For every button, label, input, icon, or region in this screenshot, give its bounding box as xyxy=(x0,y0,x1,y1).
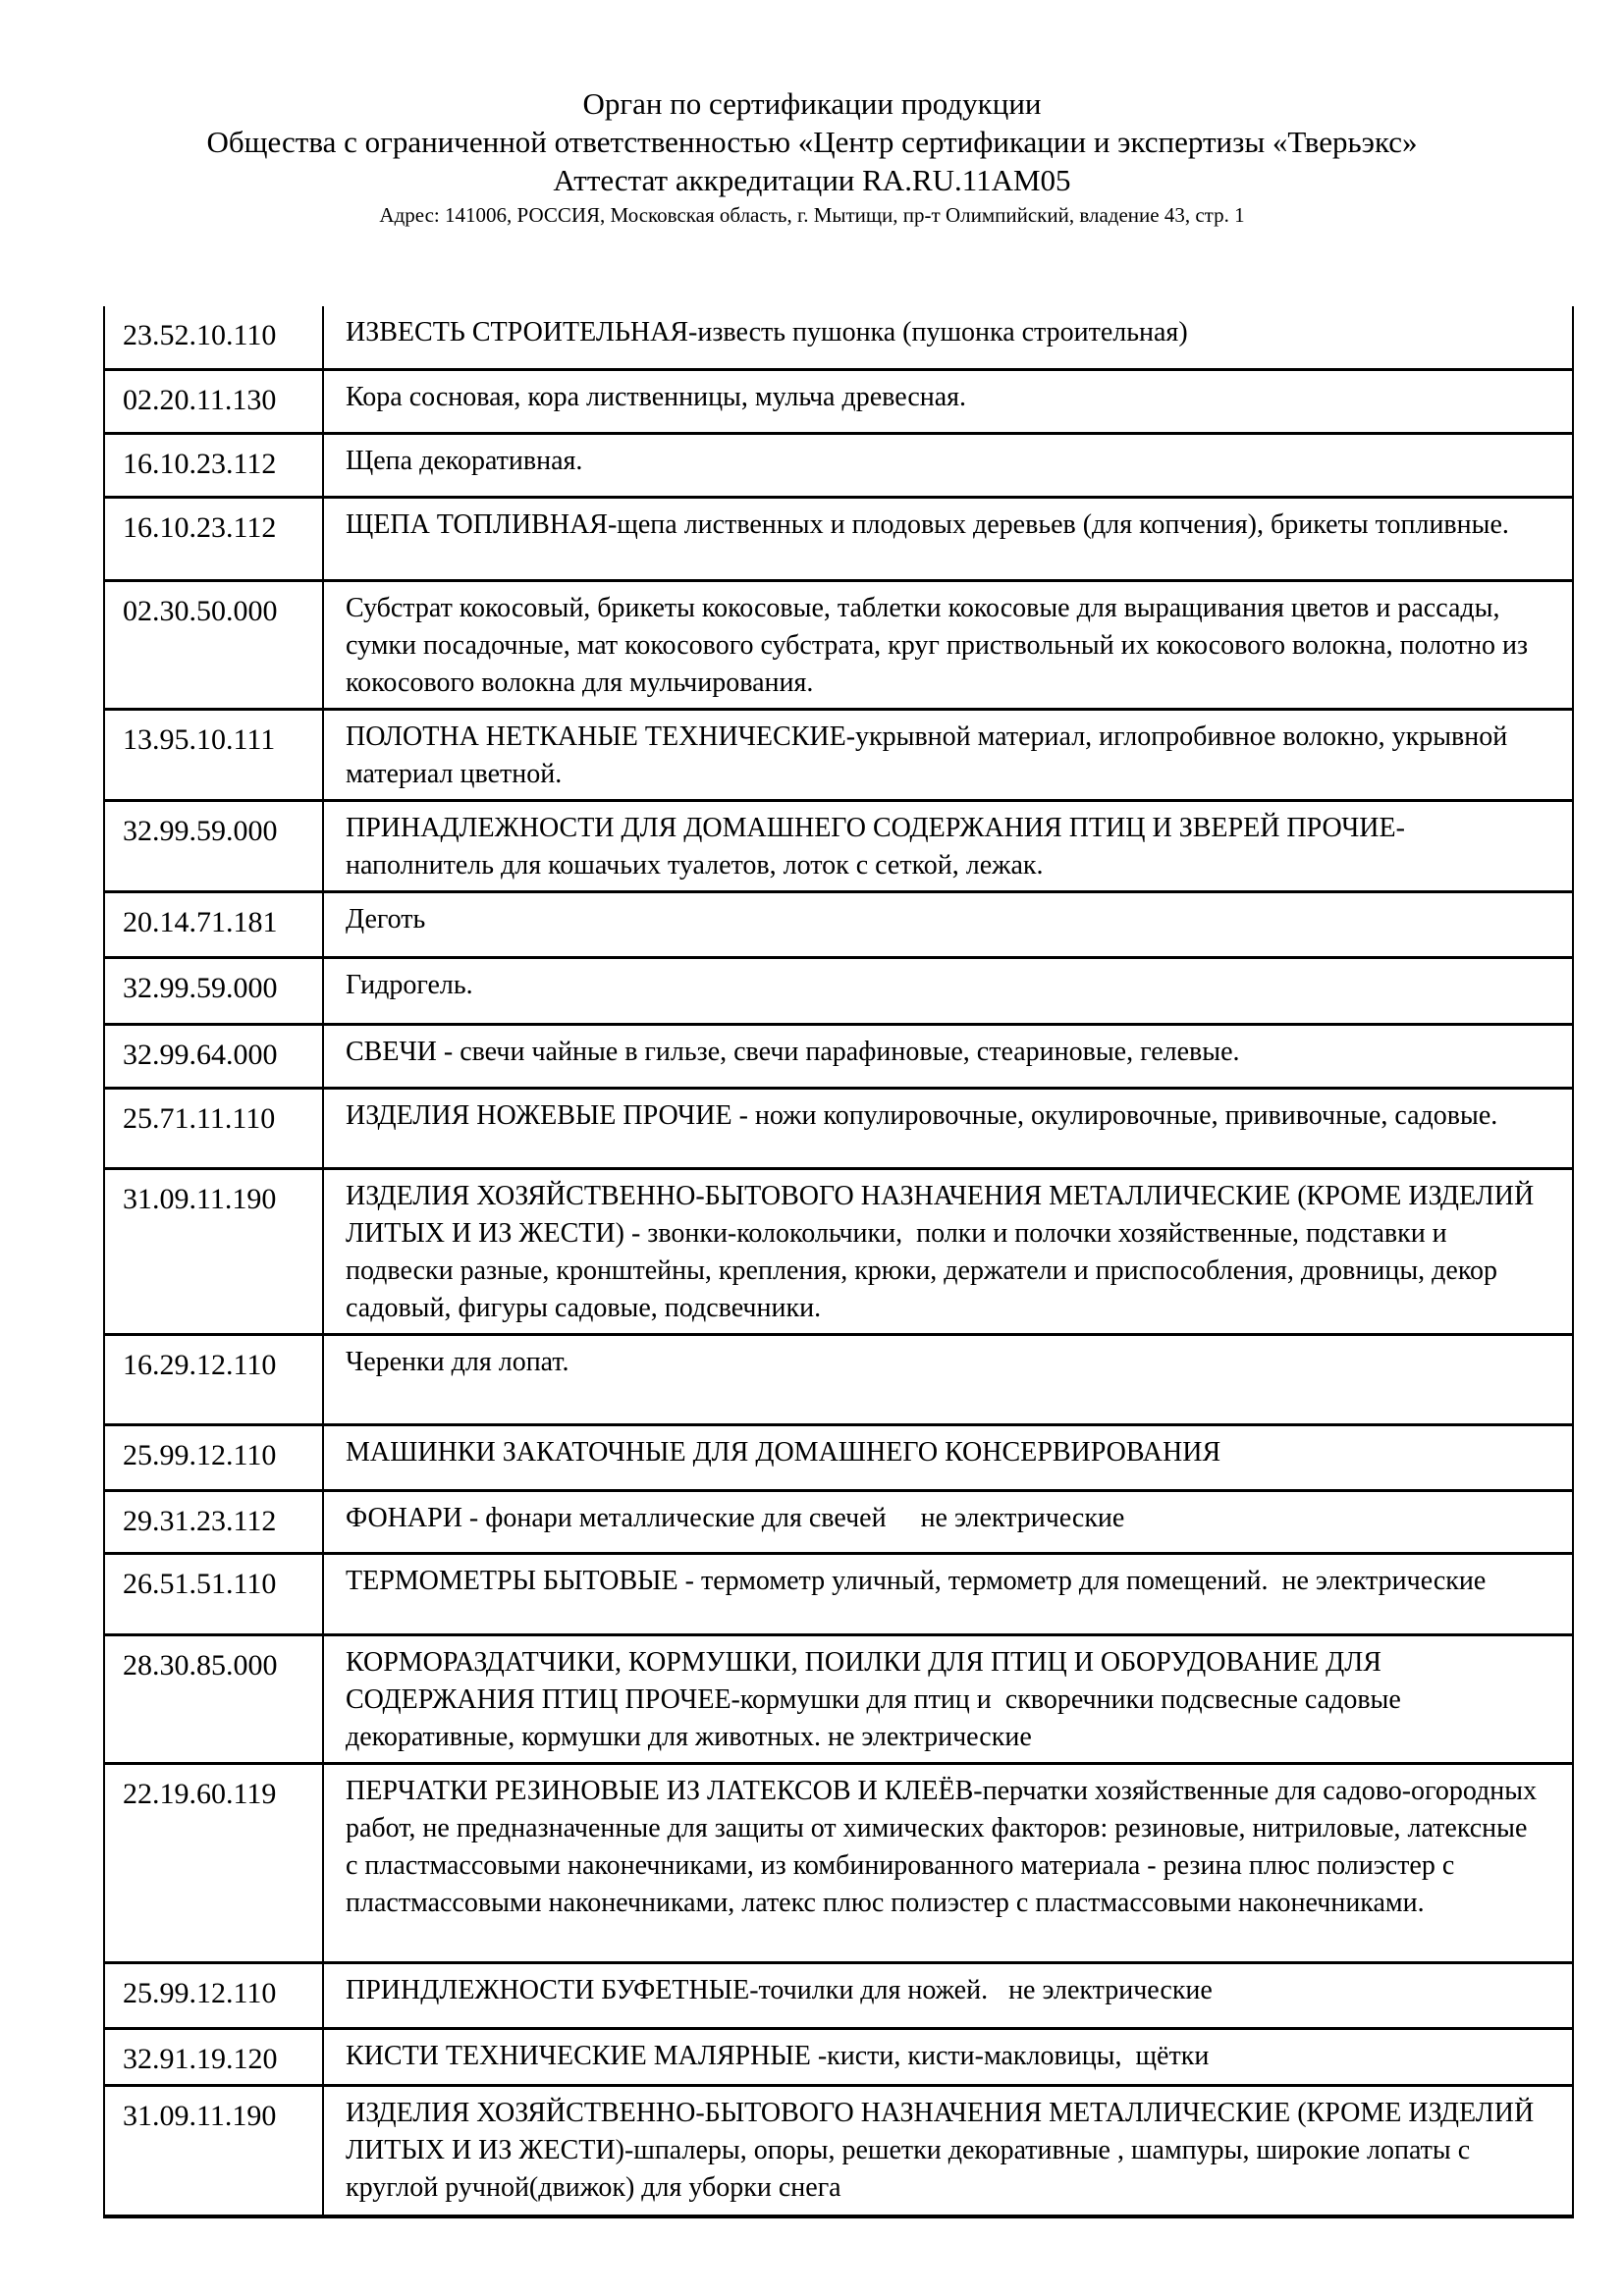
product-code-cell: 26.51.51.110 xyxy=(105,1555,324,1633)
product-code-cell: 32.99.59.000 xyxy=(105,959,324,1023)
product-description-cell: Черенки для лопат. xyxy=(346,1347,569,1377)
product-description-cell: Деготь xyxy=(346,904,426,934)
product-code-cell: 25.99.12.110 xyxy=(105,1964,324,2027)
product-description-cell: КИСТИ ТЕХНИЧЕСКИЕ МАЛЯРНЫЕ -кисти, кисти-макловицы, щётки xyxy=(346,2041,1210,2071)
product-code-cell: 23.52.10.110 xyxy=(105,306,324,368)
table-row xyxy=(105,1426,1572,1492)
product-code-cell: 32.99.64.000 xyxy=(105,1026,324,1087)
document-header xyxy=(0,84,1624,229)
product-description-cell: ПОЛОТНА НЕТКАНЫЕ ТЕХНИЧЕСКИЕ-укрывной материал, иглопробивное волокно, укрывной материал цветной. xyxy=(346,721,1515,789)
table-row xyxy=(105,435,1572,499)
table-row xyxy=(105,959,1572,1026)
product-code-cell: 13.95.10.111 xyxy=(105,711,324,799)
table-row xyxy=(105,802,1572,893)
product-code-cell: 25.99.12.110 xyxy=(105,1426,324,1489)
table-row xyxy=(105,1090,1572,1170)
product-code-cell: 31.09.11.190 xyxy=(105,2087,324,2215)
table-row xyxy=(105,1964,1572,2030)
product-description-cell: ФОНАРИ - фонари металлические для свечей не электрические xyxy=(346,1503,1125,1533)
product-code-cell: 32.99.59.000 xyxy=(105,802,324,890)
product-code-cell: 20.14.71.181 xyxy=(105,893,324,956)
table-row xyxy=(105,2030,1572,2087)
address-line: Адрес: 141006, РОССИЯ, Московская область, г. Мытищи, пр-т Олимпийский, владение 43, стр. 1 xyxy=(379,203,1245,227)
products-table xyxy=(103,306,1574,2218)
table-row xyxy=(105,1336,1572,1426)
table-row xyxy=(105,499,1572,582)
product-description-cell: ИЗДЕЛИЯ НОЖЕВЫЕ ПРОЧИЕ - ножи копулировочные, окулировочные, прививочные, садовые. xyxy=(346,1100,1498,1131)
table-row xyxy=(105,1026,1572,1090)
product-description-cell: Щепа декоративная. xyxy=(346,446,583,476)
table-row xyxy=(105,1170,1572,1336)
table-row xyxy=(105,1765,1572,1964)
accreditation-line: Аттестат аккредитации RA.RU.11АМ05 xyxy=(553,163,1071,197)
product-code-cell: 25.71.11.110 xyxy=(105,1090,324,1167)
table-row xyxy=(105,2087,1572,2215)
product-description-cell: ИЗВЕСТЬ СТРОИТЕЛЬНАЯ-известь пушонка (пушонка строительная) xyxy=(346,317,1188,347)
product-description-cell: ПЕРЧАТКИ РЕЗИНОВЫЕ ИЗ ЛАТЕКСОВ И КЛЕЁВ-перчатки хозяйственные для садово-огородных работ, не предназначенные для защиты от химических факторов: резиновые, нитриловые, латексные с пластмассовыми наконечниками, из комбинированного материала - резина плюс полиэстер с пластмассовыми наконечниками, латекс плюс полиэстер с пластмассовыми наконечниками. xyxy=(346,1776,1544,1918)
product-description-cell: Субстрат кокосовый, брикеты кокосовые, таблетки кокосовые для выращивания цветов и рассады, сумки посадочные, мат кокосового субстрата, круг приствольный их кокосового волокна, полотно из кокосового волокна для мульчирования. xyxy=(346,593,1536,698)
table-row xyxy=(105,893,1572,959)
table-row xyxy=(105,306,1572,371)
product-code-cell: 02.30.50.000 xyxy=(105,582,324,708)
product-description-cell: ПРИНДЛЕЖНОСТИ БУФЕТНЫЕ-точилки для ножей. не электрические xyxy=(346,1975,1213,2005)
product-description-cell: МАШИНКИ ЗАКАТОЧНЫЕ ДЛЯ ДОМАШНЕГО КОНСЕРВИРОВАНИЯ xyxy=(346,1437,1221,1468)
product-code-cell: 31.09.11.190 xyxy=(105,1170,324,1333)
product-description-cell: ИЗДЕЛИЯ ХОЗЯЙСТВЕННО-БЫТОВОГО НАЗНАЧЕНИЯ МЕТАЛЛИЧЕСКИЕ (КРОМЕ ИЗДЕЛИЙ ЛИТЫХ И ИЗ ЖЕСТИ)-шпалеры, опоры, решетки декоративные , шампуры, широкие лопаты с круглой ручной(движок) для уборки снега xyxy=(346,2098,1542,2203)
product-description-cell: ПРИНАДЛЕЖНОСТИ ДЛЯ ДОМАШНЕГО СОДЕРЖАНИЯ ПТИЦ И ЗВЕРЕЙ ПРОЧИЕ-наполнитель для кошачьих туалетов, лоток с сеткой, лежак. xyxy=(346,813,1405,881)
product-code-cell: 16.29.12.110 xyxy=(105,1336,324,1423)
product-code-cell: 02.20.11.130 xyxy=(105,371,324,432)
table-row xyxy=(105,1492,1572,1555)
product-code-cell: 28.30.85.000 xyxy=(105,1636,324,1762)
product-description-cell: ЩЕПА ТОПЛИВНАЯ-щепа лиственных и плодовых деревьев (для копчения), брикеты топливные. xyxy=(346,509,1509,540)
product-description-cell: КОРМОРАЗДАТЧИКИ, КОРМУШКИ, ПОИЛКИ ДЛЯ ПТИЦ И ОБОРУДОВАНИЕ ДЛЯ СОДЕРЖАНИЯ ПТИЦ ПРОЧЕЕ-кормушки для птиц и скворечники подсвесные садовые декоративные, кормушки для животных. не электрические xyxy=(346,1647,1408,1752)
product-description-cell: Кора сосновая, кора лиственницы, мульча древесная. xyxy=(346,382,967,412)
product-description-cell: ТЕРМОМЕТРЫ БЫТОВЫЕ - термометр уличный, термометр для помещений. не электрические xyxy=(346,1566,1487,1596)
product-code-cell: 32.91.19.120 xyxy=(105,2030,324,2084)
product-code-cell: 16.10.23.112 xyxy=(105,435,324,496)
org-name-line: Общества с ограниченной ответственностью «Центр сертификации и экспертизы «Тверьэкс» xyxy=(206,125,1418,159)
table-row xyxy=(105,1636,1572,1765)
product-description-cell: ИЗДЕЛИЯ ХОЗЯЙСТВЕННО-БЫТОВОГО НАЗНАЧЕНИЯ МЕТАЛЛИЧЕСКИЕ (КРОМЕ ИЗДЕЛИЙ ЛИТЫХ И ИЗ ЖЕСТИ) - звонки-колокольчики, полки и полочки хозяйственные, подставки и подвески разные, кронштейны, крепления, крюки, держатели и приспособления, дровницы, декор садовый, фигуры садовые, подсвечники. xyxy=(346,1181,1542,1323)
table-row xyxy=(105,582,1572,711)
product-code-cell: 16.10.23.112 xyxy=(105,499,324,579)
table-row xyxy=(105,1555,1572,1636)
product-description-cell: СВЕЧИ - свечи чайные в гильзе, свечи парафиновые, стеариновые, гелевые. xyxy=(346,1037,1240,1067)
org-title-line: Орган по сертификации продукции xyxy=(582,86,1042,121)
table-row xyxy=(105,371,1572,435)
product-description-cell: Гидрогель. xyxy=(346,970,473,1000)
table-row xyxy=(105,711,1572,802)
product-code-cell: 22.19.60.119 xyxy=(105,1765,324,1961)
product-code-cell: 29.31.23.112 xyxy=(105,1492,324,1552)
